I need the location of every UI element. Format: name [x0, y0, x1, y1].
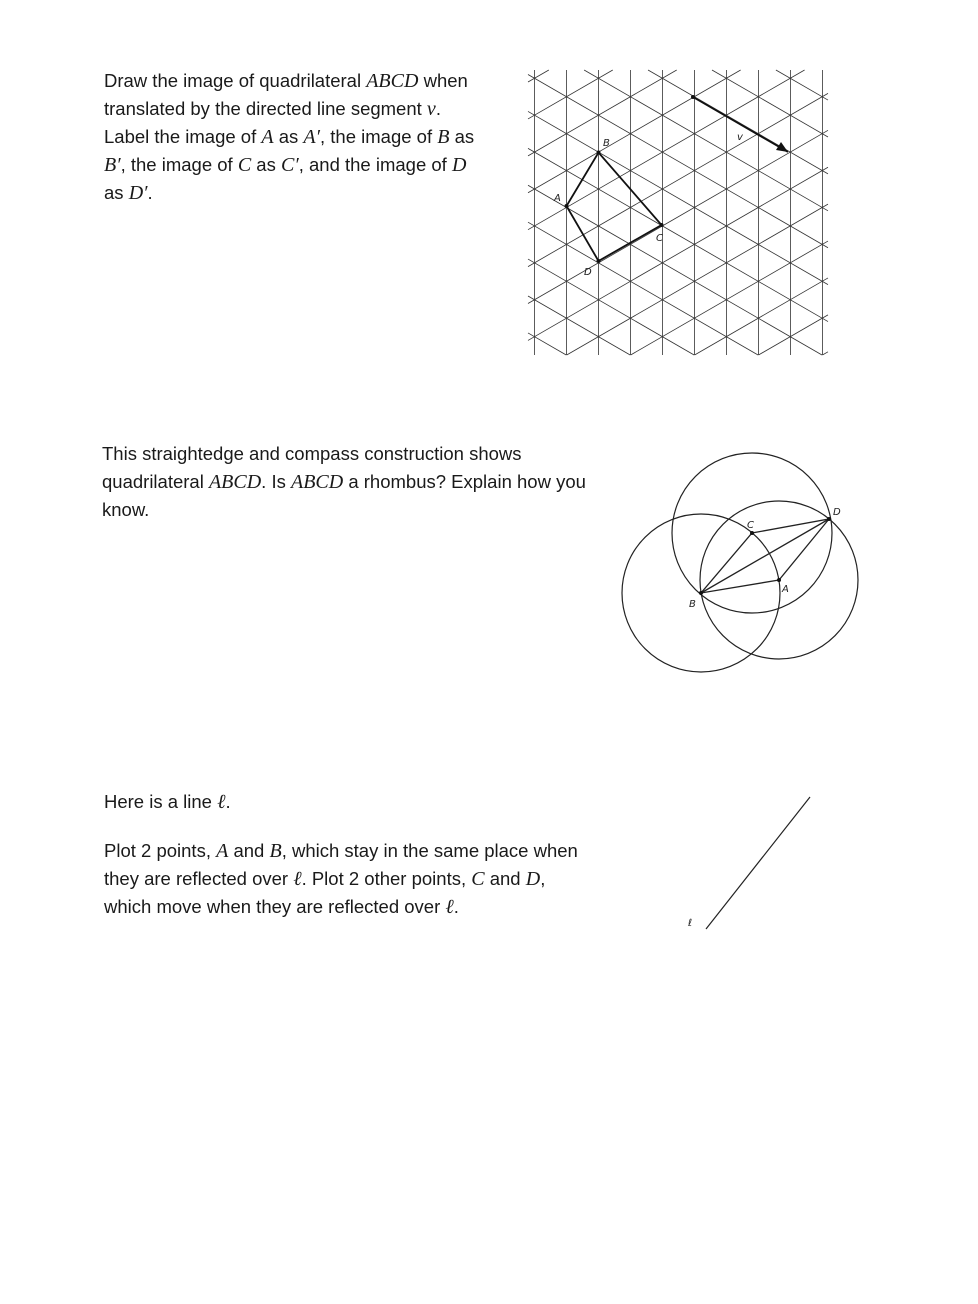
- label-d: D: [833, 507, 841, 518]
- label-c: C: [747, 520, 754, 531]
- label-d: D: [584, 267, 592, 278]
- label-b: B: [603, 138, 610, 149]
- label-b: B: [689, 599, 696, 610]
- problem-2-paragraph: This straightedge and compass construction shows quadrilateral ABCD. Is ABCD a rhombus? Explain how you know.: [102, 443, 586, 520]
- problem-3-intro: Here is a line ℓ.: [104, 791, 231, 813]
- label-v: v: [737, 132, 743, 143]
- line-l: [706, 797, 810, 929]
- problem-3-instructions: Plot 2 points, A and B, which stay in the same place when they are reflected over ℓ. Plot 2 other points, C and D, which move when they are reflected over ℓ.: [104, 840, 578, 918]
- label-a: A: [782, 584, 789, 595]
- problem-1-paragraph: Draw the image of quadrilateral ABCD when translated by the directed line segment v. Label the image of A as A′, the image of B as B′, the image of C as C′, and the image of D as D′.: [104, 70, 475, 204]
- label-c: C: [656, 233, 663, 244]
- label-l: ℓ: [688, 918, 693, 929]
- label-a: A: [554, 193, 561, 204]
